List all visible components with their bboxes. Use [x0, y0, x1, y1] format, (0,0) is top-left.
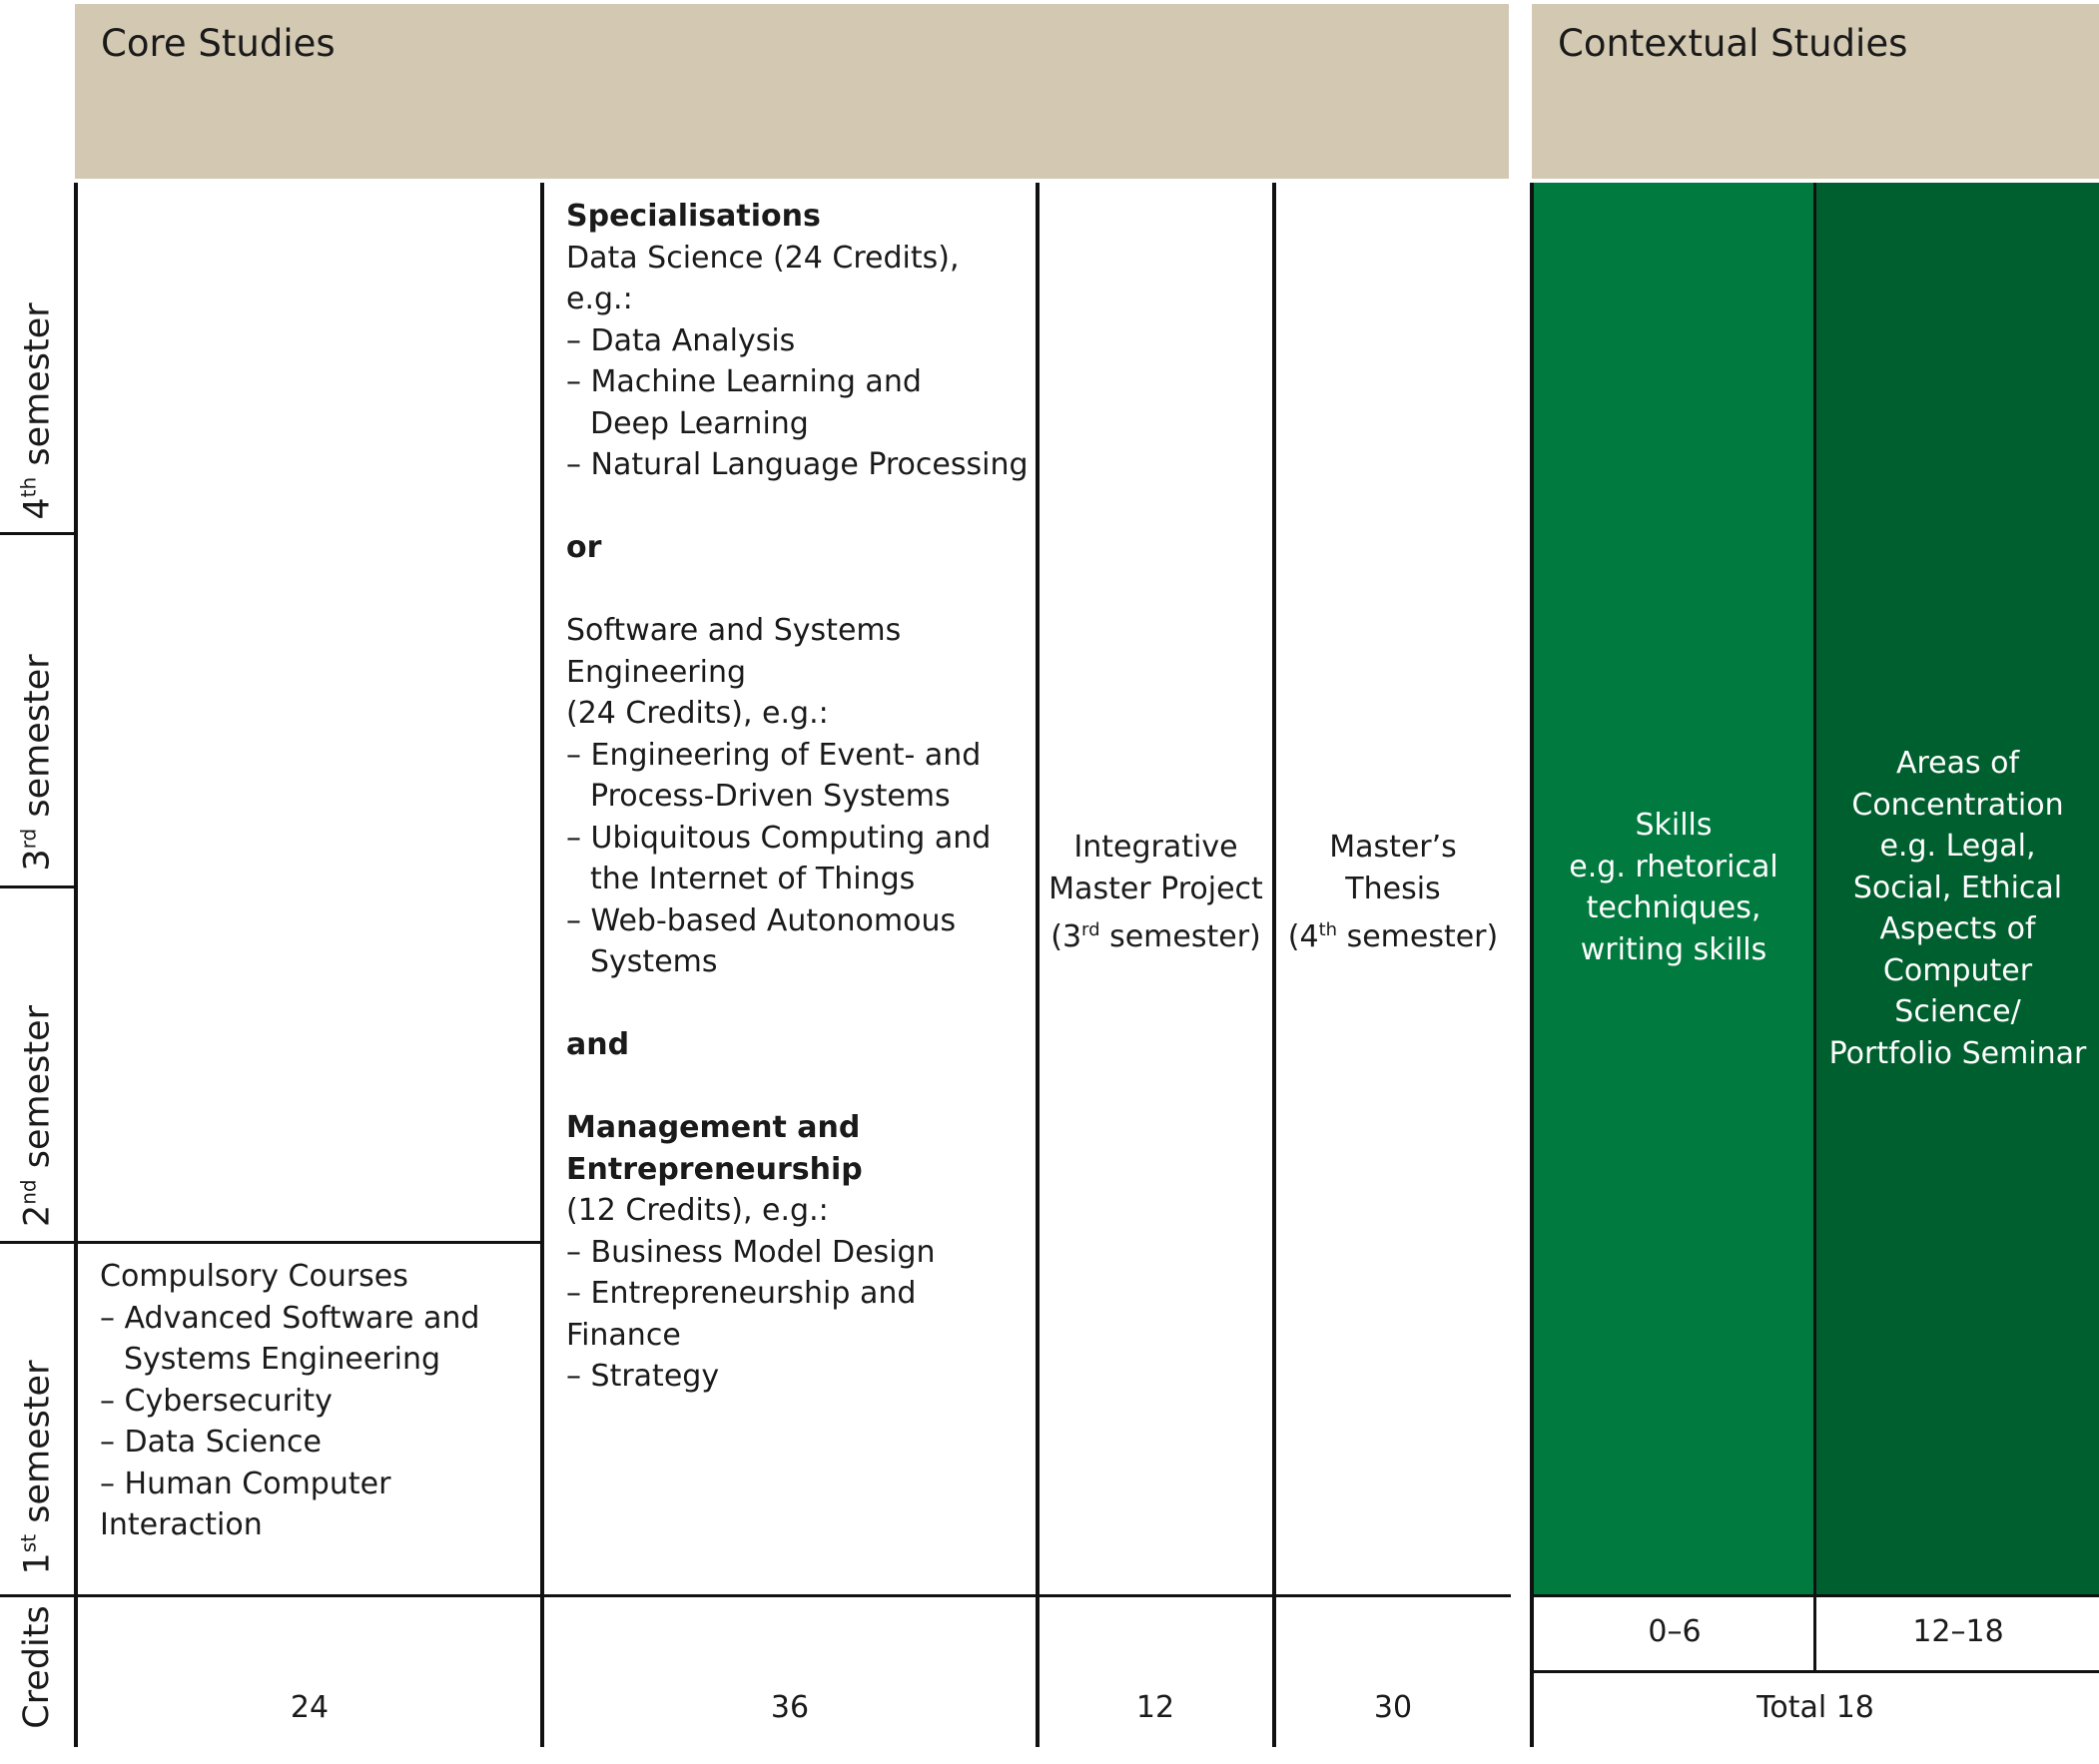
semester-label-3: 3rd semester — [16, 654, 58, 872]
skills-text — [1534, 805, 1813, 970]
semester-label-4: 4th semester — [16, 302, 58, 520]
concentration-text — [1816, 743, 2099, 1074]
grid-line-col2 — [540, 183, 544, 1747]
master-project-line1: Integrative — [1073, 830, 1238, 865]
grid-line-left — [74, 183, 78, 1747]
list-item: – Ubiquitous Computing and — [566, 820, 992, 856]
semester-divider-3-2 — [0, 885, 75, 888]
list-item: Process-Driven Systems — [590, 779, 951, 814]
contextual-studies-header — [1532, 4, 2099, 179]
concentration-line: Aspects of — [1879, 911, 2036, 946]
master-project-cell — [1040, 827, 1272, 958]
and-connector: and — [566, 1027, 630, 1062]
list-item: – Machine Learning and — [566, 364, 922, 399]
master-thesis-line1: Master’s — [1329, 830, 1457, 865]
concentration-line: Computer Science/ — [1882, 952, 2033, 1029]
compulsory-courses — [100, 1256, 529, 1546]
skills-line: writing skills — [1580, 931, 1767, 967]
credits-project: 12 — [1135, 1690, 1175, 1725]
credits-contextual-total: Total 18 — [1756, 1690, 1874, 1725]
credits-divider-core — [0, 1594, 1511, 1597]
list-item: – Business Model Design — [566, 1234, 936, 1270]
list-item: – Data Science — [100, 1425, 322, 1460]
compulsory-title: Compulsory Courses — [100, 1259, 408, 1294]
specialisations-column — [566, 196, 1031, 1398]
semester-divider-4-3 — [0, 532, 75, 535]
grid-line-col3 — [1036, 183, 1040, 1747]
credits-subtotal-divider — [1532, 1670, 2099, 1673]
credits-concentration: 12–18 — [1912, 1614, 2004, 1649]
management-heading-1: Management and — [566, 1110, 861, 1145]
concentration-line: Social, Ethical — [1852, 870, 2063, 905]
or-connector: or — [566, 530, 602, 565]
concentration-line: Concentration — [1851, 787, 2064, 823]
management-credits: (12 Credits), e.g.: — [566, 1193, 829, 1228]
list-item: – Web-based Autonomous — [566, 902, 957, 938]
credits-compulsory: 24 — [290, 1690, 330, 1725]
list-item: – Data Analysis — [566, 322, 796, 358]
list-item: Systems Engineering — [124, 1342, 441, 1377]
management-heading-2: Entrepreneurship — [566, 1151, 863, 1187]
credits-divider-contextual — [1532, 1594, 2099, 1597]
list-item: – Cybersecurity — [100, 1383, 333, 1419]
semester-label-2: 2nd semester — [16, 1004, 58, 1228]
software-systems-credits: (24 Credits), e.g.: — [566, 696, 829, 731]
list-item: – Advanced Software and — [100, 1300, 480, 1336]
list-item: Systems — [590, 944, 718, 979]
list-item: – Strategy — [566, 1359, 720, 1394]
list-item: the Internet of Things — [590, 862, 916, 896]
master-thesis-line2: Thesis — [1345, 871, 1441, 906]
skills-line: techniques, — [1586, 890, 1761, 925]
grid-line-col4 — [1272, 183, 1276, 1747]
list-item: – Entrepreneurship and Finance — [566, 1276, 917, 1353]
core-studies-title: Core Studies — [101, 22, 336, 65]
credits-thesis: 30 — [1373, 1690, 1413, 1725]
list-item: – Engineering of Event- and — [566, 737, 982, 773]
master-thesis-cell — [1276, 827, 1510, 958]
credits-specialisations: 36 — [770, 1690, 810, 1725]
software-systems-title: Software and Systems Engineering — [566, 613, 902, 690]
master-project-line3: (3rd semester) — [1050, 919, 1261, 954]
semester-divider-2-1 — [0, 1241, 542, 1244]
contextual-studies-title: Contextual Studies — [1558, 22, 1908, 65]
concentration-line: Areas of — [1895, 746, 2020, 781]
master-project-line2: Master Project — [1049, 871, 1263, 906]
list-item: – Natural Language Processing — [566, 447, 1029, 482]
skills-line: Skills — [1635, 808, 1713, 843]
credits-row-label: Credits — [17, 1605, 57, 1729]
core-studies-header — [75, 4, 1509, 179]
credits-skills: 0–6 — [1648, 1614, 1702, 1649]
concentration-line: Portfolio Seminar — [1828, 1035, 2087, 1071]
skills-line: e.g. rhetorical — [1569, 849, 1778, 884]
specialisations-heading: Specialisations — [566, 199, 821, 234]
list-item: Deep Learning — [590, 405, 809, 441]
concentration-line: e.g. Legal, — [1879, 829, 2036, 864]
data-science-title: Data Science (24 Credits), e.g.: — [566, 240, 960, 316]
list-item: – Human Computer Interaction — [100, 1466, 391, 1542]
semester-label-1: 1st semester — [16, 1360, 58, 1575]
master-thesis-line3: (4th semester) — [1287, 919, 1499, 954]
